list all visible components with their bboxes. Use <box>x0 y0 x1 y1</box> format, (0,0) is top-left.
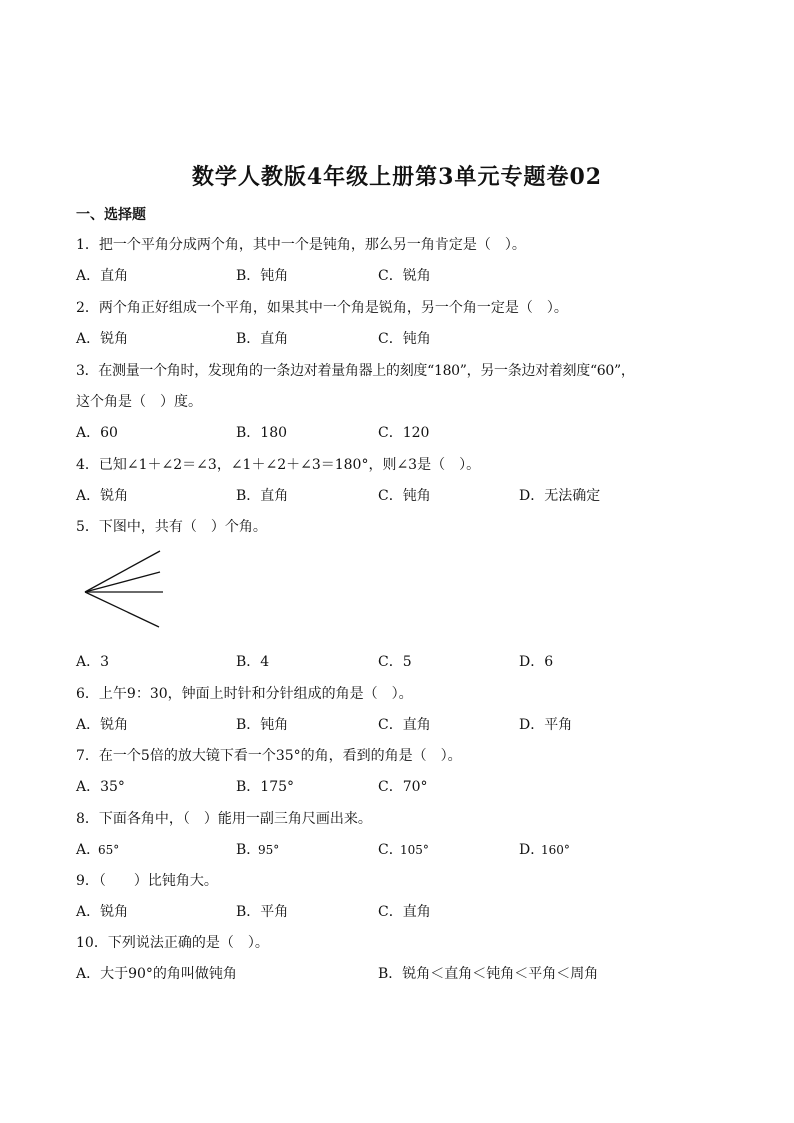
q6-option-a[interactable]: A．锐角 <box>76 717 129 733</box>
q5-option-c[interactable]: C．5 <box>378 654 412 670</box>
q5-option-a[interactable]: A．3 <box>76 654 110 670</box>
q8-option-c-letter: C． <box>378 842 403 858</box>
question-7: 7．在一个5倍的放大镜下看一个35°的角，看到的角是（ ）。 <box>76 748 462 764</box>
question-5: 5．下图中，共有（ ）个角。 <box>76 519 267 535</box>
q8-option-a[interactable] <box>76 839 119 859</box>
q3-option-b[interactable]: B．180 <box>236 425 288 441</box>
q1-option-b[interactable]: B．钝角 <box>236 268 289 284</box>
q2-option-b[interactable]: B．直角 <box>236 331 289 347</box>
angle-rays-figure <box>80 548 170 632</box>
q4-option-b[interactable]: B．直角 <box>236 488 289 504</box>
q6-option-b[interactable]: B．钝角 <box>236 717 289 733</box>
q7-option-a[interactable]: A．35° <box>76 779 125 795</box>
q2-option-c[interactable]: C．钝角 <box>378 331 431 347</box>
question-9: 9．（ ）比钝角大。 <box>76 873 218 889</box>
question-3-continued: 这个角是（ ）度。 <box>76 394 202 410</box>
q4-option-a[interactable]: A．锐角 <box>76 488 129 504</box>
q7-option-b[interactable]: B．175° <box>236 779 295 795</box>
q10-option-a[interactable]: A．大于90°的角叫做钝角 <box>76 966 237 982</box>
document-title: 数学人教版4年级上册第3单元专题卷02 <box>191 164 603 190</box>
q5-option-d[interactable]: D．6 <box>519 654 554 670</box>
q7-option-c[interactable]: C．70° <box>378 779 428 795</box>
q8-option-b-value: 95° <box>258 843 280 857</box>
question-10: 10．下列说法正确的是（ ）。 <box>76 935 269 951</box>
q3-option-a[interactable]: A．60 <box>76 425 118 441</box>
q10-option-b[interactable]: B．锐角＜直角＜钝角＜平角＜周角 <box>378 966 599 982</box>
q8-option-d-letter: D． <box>519 842 545 858</box>
q4-option-d[interactable]: D．无法确定 <box>519 488 601 504</box>
q8-option-d-value: 160° <box>541 843 570 857</box>
q6-option-d[interactable]: D．平角 <box>519 717 573 733</box>
q8-option-d[interactable] <box>519 839 570 859</box>
question-3: 3．在测量一个角时，发现角的一条边对着量角器上的刻度“180”，另一条边对着刻度“60”， <box>76 363 635 379</box>
q9-option-a[interactable]: A．锐角 <box>76 904 129 920</box>
question-6: 6．上午9：30，钟面上时针和分针组成的角是（ ）。 <box>76 686 413 702</box>
q1-option-a[interactable]: A．直角 <box>76 268 129 284</box>
q1-option-c[interactable]: C．锐角 <box>378 268 431 284</box>
q3-option-c[interactable]: C．120 <box>378 425 430 441</box>
q8-option-a-letter: A． <box>76 842 101 858</box>
ray-4 <box>85 592 159 627</box>
q9-option-b[interactable]: B．平角 <box>236 904 289 920</box>
q4-option-c[interactable]: C．钝角 <box>378 488 431 504</box>
question-2: 2．两个角正好组成一个平角，如果其中一个角是锐角，另一个角一定是（ ）。 <box>76 300 568 316</box>
question-1: 1．把一个平角分成两个角，其中一个是钝角，那么另一角肯定是（ ）。 <box>76 237 526 253</box>
q8-option-a-value: 65° <box>98 843 120 857</box>
q9-option-c[interactable]: C．直角 <box>378 904 431 920</box>
q6-option-c[interactable]: C．直角 <box>378 717 431 733</box>
question-4: 4．已知∠1＋∠2＝∠3，∠1＋∠2＋∠3＝180°，则∠3是（ ）。 <box>76 457 481 473</box>
q8-option-c[interactable] <box>378 839 429 859</box>
section-heading: 一、选择题 <box>76 207 146 223</box>
ray-1 <box>85 551 160 592</box>
q5-option-b[interactable]: B．4 <box>236 654 270 670</box>
q8-option-c-value: 105° <box>400 843 429 857</box>
q8-option-b-letter: B． <box>236 842 261 858</box>
question-8: 8．下面各角中，（ ）能用一副三角尺画出来。 <box>76 811 372 827</box>
q8-option-b[interactable] <box>236 839 279 859</box>
q2-option-a[interactable]: A．锐角 <box>76 331 129 347</box>
ray-2 <box>85 572 160 592</box>
